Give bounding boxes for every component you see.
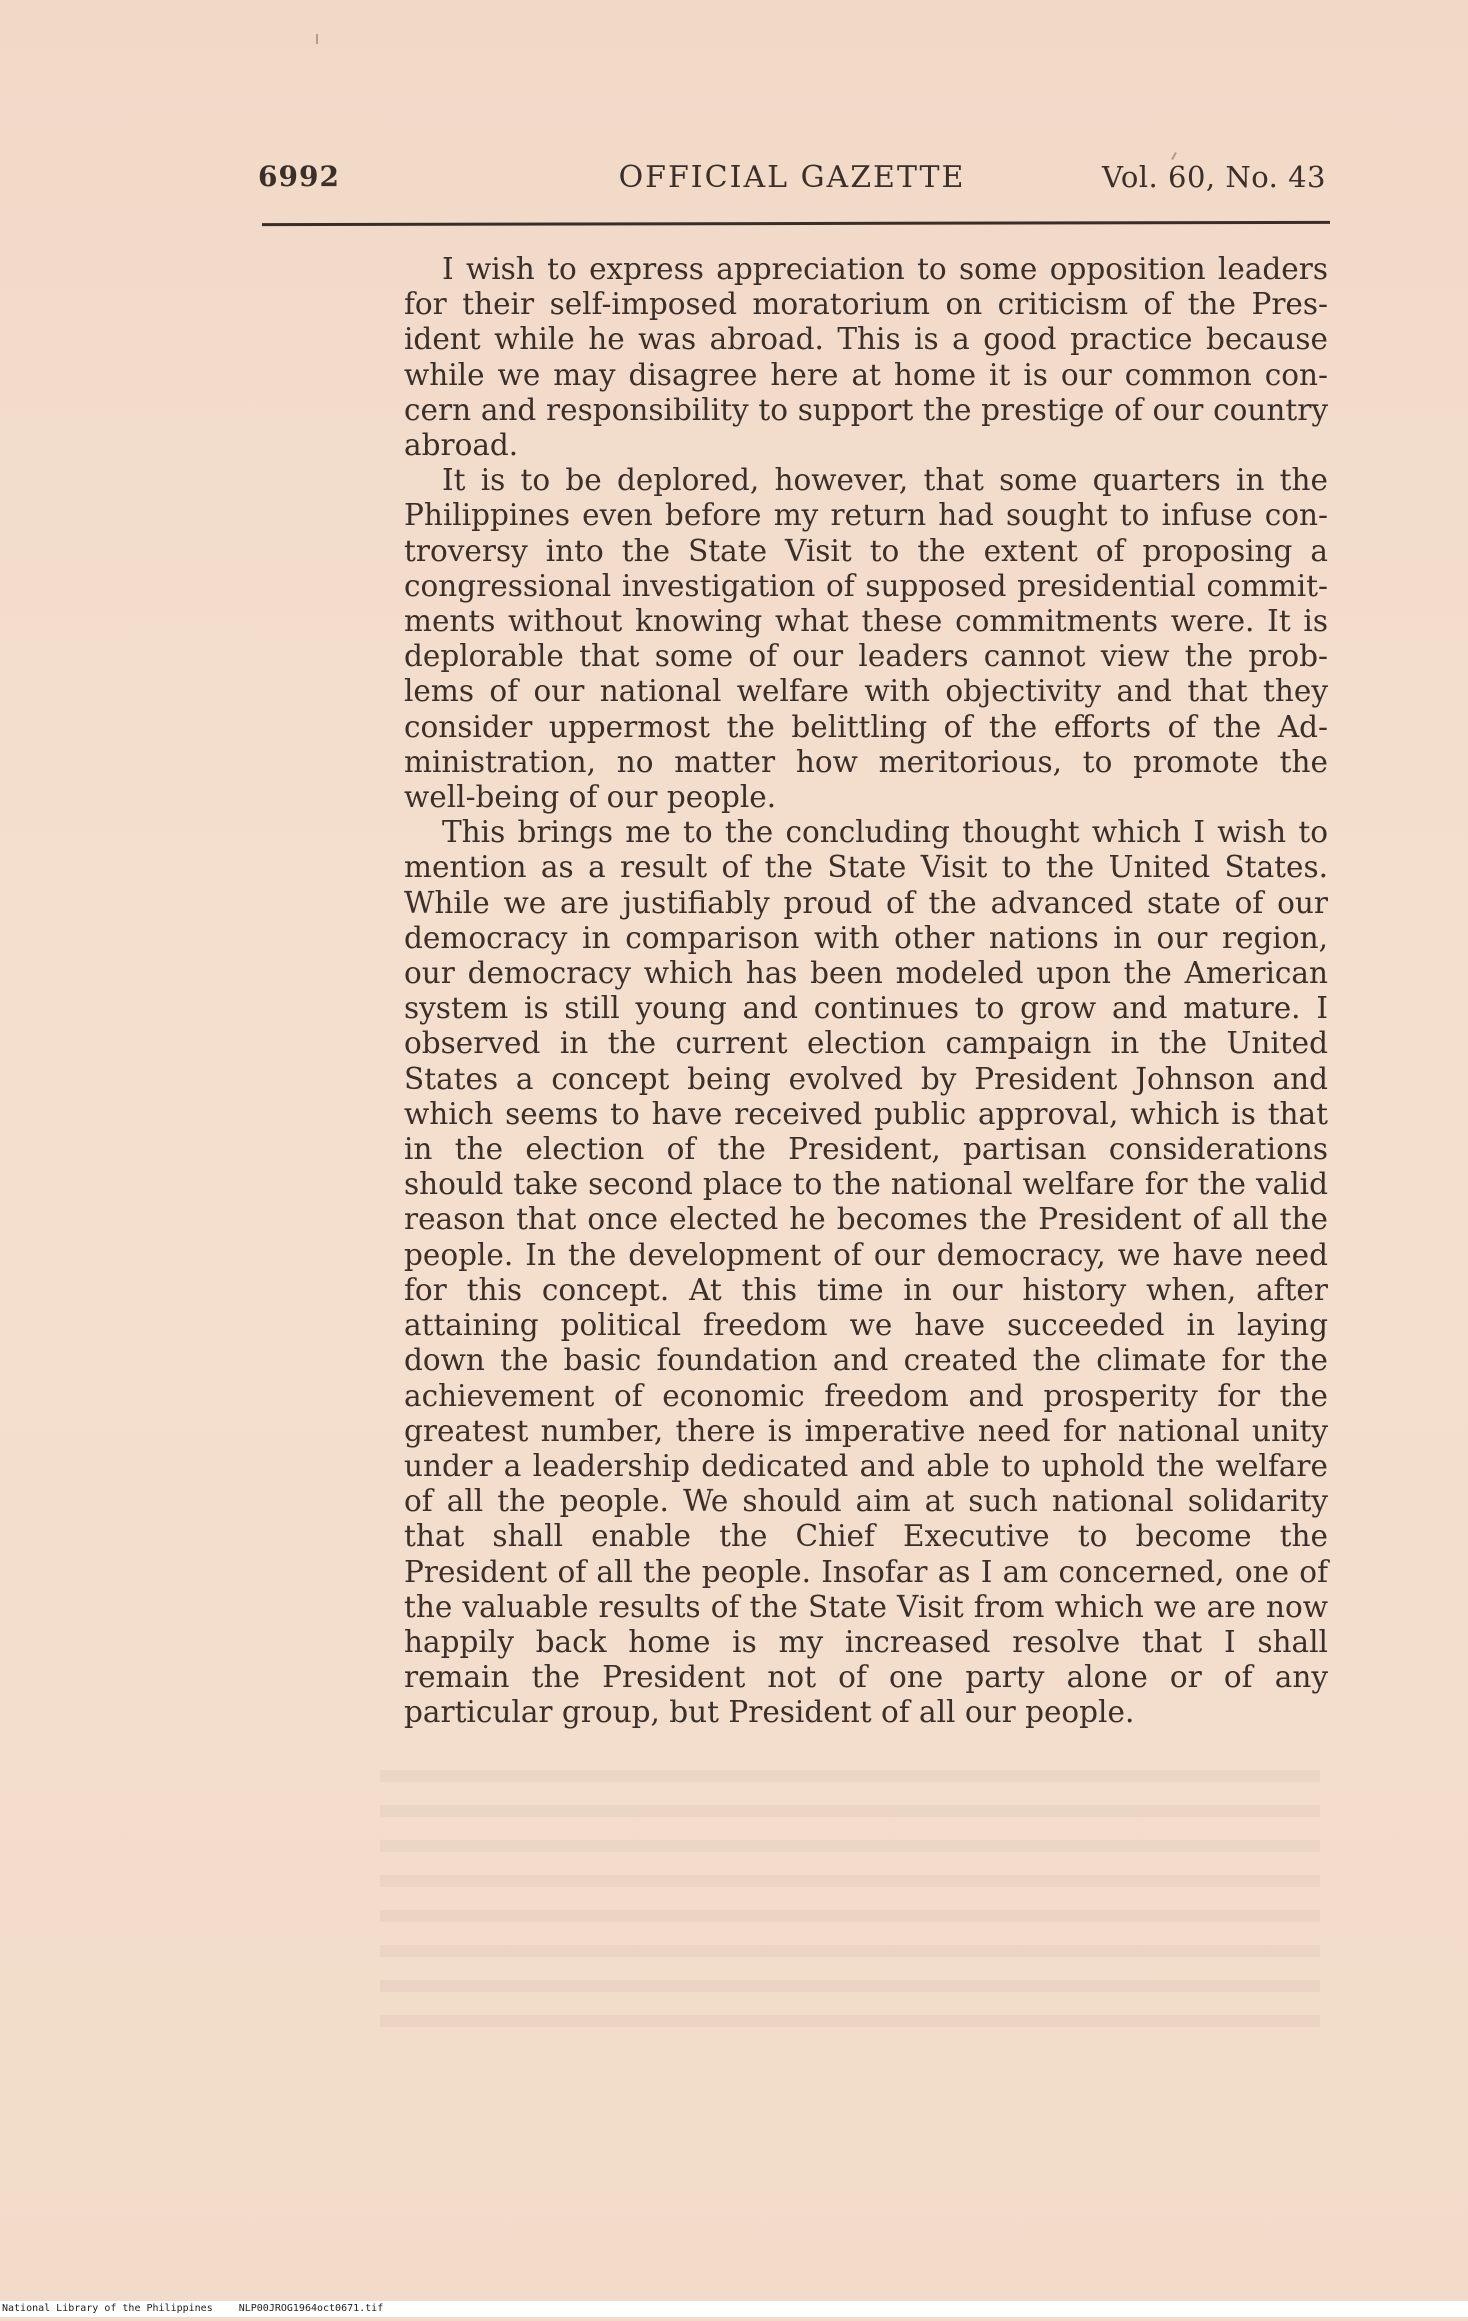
paragraph: This brings me to the concluding thought which I wish to mention as a result of the State Visit to the United States. While we are justifiably proud of the advanced state of our democracy in comparison with other nations in our region, our democracy which has been modeled upon the American system is still young and continues to grow and mature. I observed in the current election campaign in the United States a concept being evolved by President Johnson and which seems to have received public approval, which is that in the election of the President, partisan considerations should take second place to the national welfare for the valid reason that once elected he becomes the President of all the people. In the development of our democracy, we have need for this concept. At this time in our history when, after attaining political freedom we have succeeded in laying down the basic foundation and created the climate for the achievement of economic freedom and prosperity for the greatest number, there is imperative need for national unity under a leadership dedicated and able to uphold the welfare of all the people. We should aim at such national solidarity that shall enable the Chief Executive to become the President of all the people. Insofar as I am concerned, one of the valuable results of the State Visit from which we are now happily back home is my increased resolve that I shall remain the President not of one party alone or of any particular group, but President of all our people. (404, 815, 1328, 1730)
paragraph: I wish to express appreciation to some opposition leaders for their self-imposed moratorium on criticism of the President while he was abroad. This is a good practice because while we may disagree here at home it is our common concern and responsibility to support the prestige of our country abroad. (404, 252, 1328, 463)
page-header (258, 160, 1326, 204)
footer-filename: NLP00JROG1964oct0671.tif (238, 2303, 384, 2314)
scan-footer (0, 2301, 1468, 2317)
page-number: 6992 (258, 160, 340, 193)
reverse-side-bleed-through (380, 1770, 1320, 2050)
gazette-title: OFFICIAL GAZETTE (618, 160, 966, 195)
article-body (404, 252, 1328, 1731)
volume-issue: Vol. 60, No. 43 (1102, 160, 1326, 194)
paragraph: It is to be deplored, however, that some quarters in the Philippines even before my return had sought to infuse controversy into the State Visit to the extent of proposing a congressional investigation of supposed presidential commitments without knowing what these commitments were. It is deplorable that some of our leaders cannot view the problems of our national welfare with objectivity and that they consider uppermost the belittling of the efforts of the Administration, no matter how meritorious, to promote the well-being of our people. (404, 463, 1328, 815)
paper-speck (316, 34, 318, 44)
footer-library: National Library of the Philippines (2, 2303, 213, 2314)
